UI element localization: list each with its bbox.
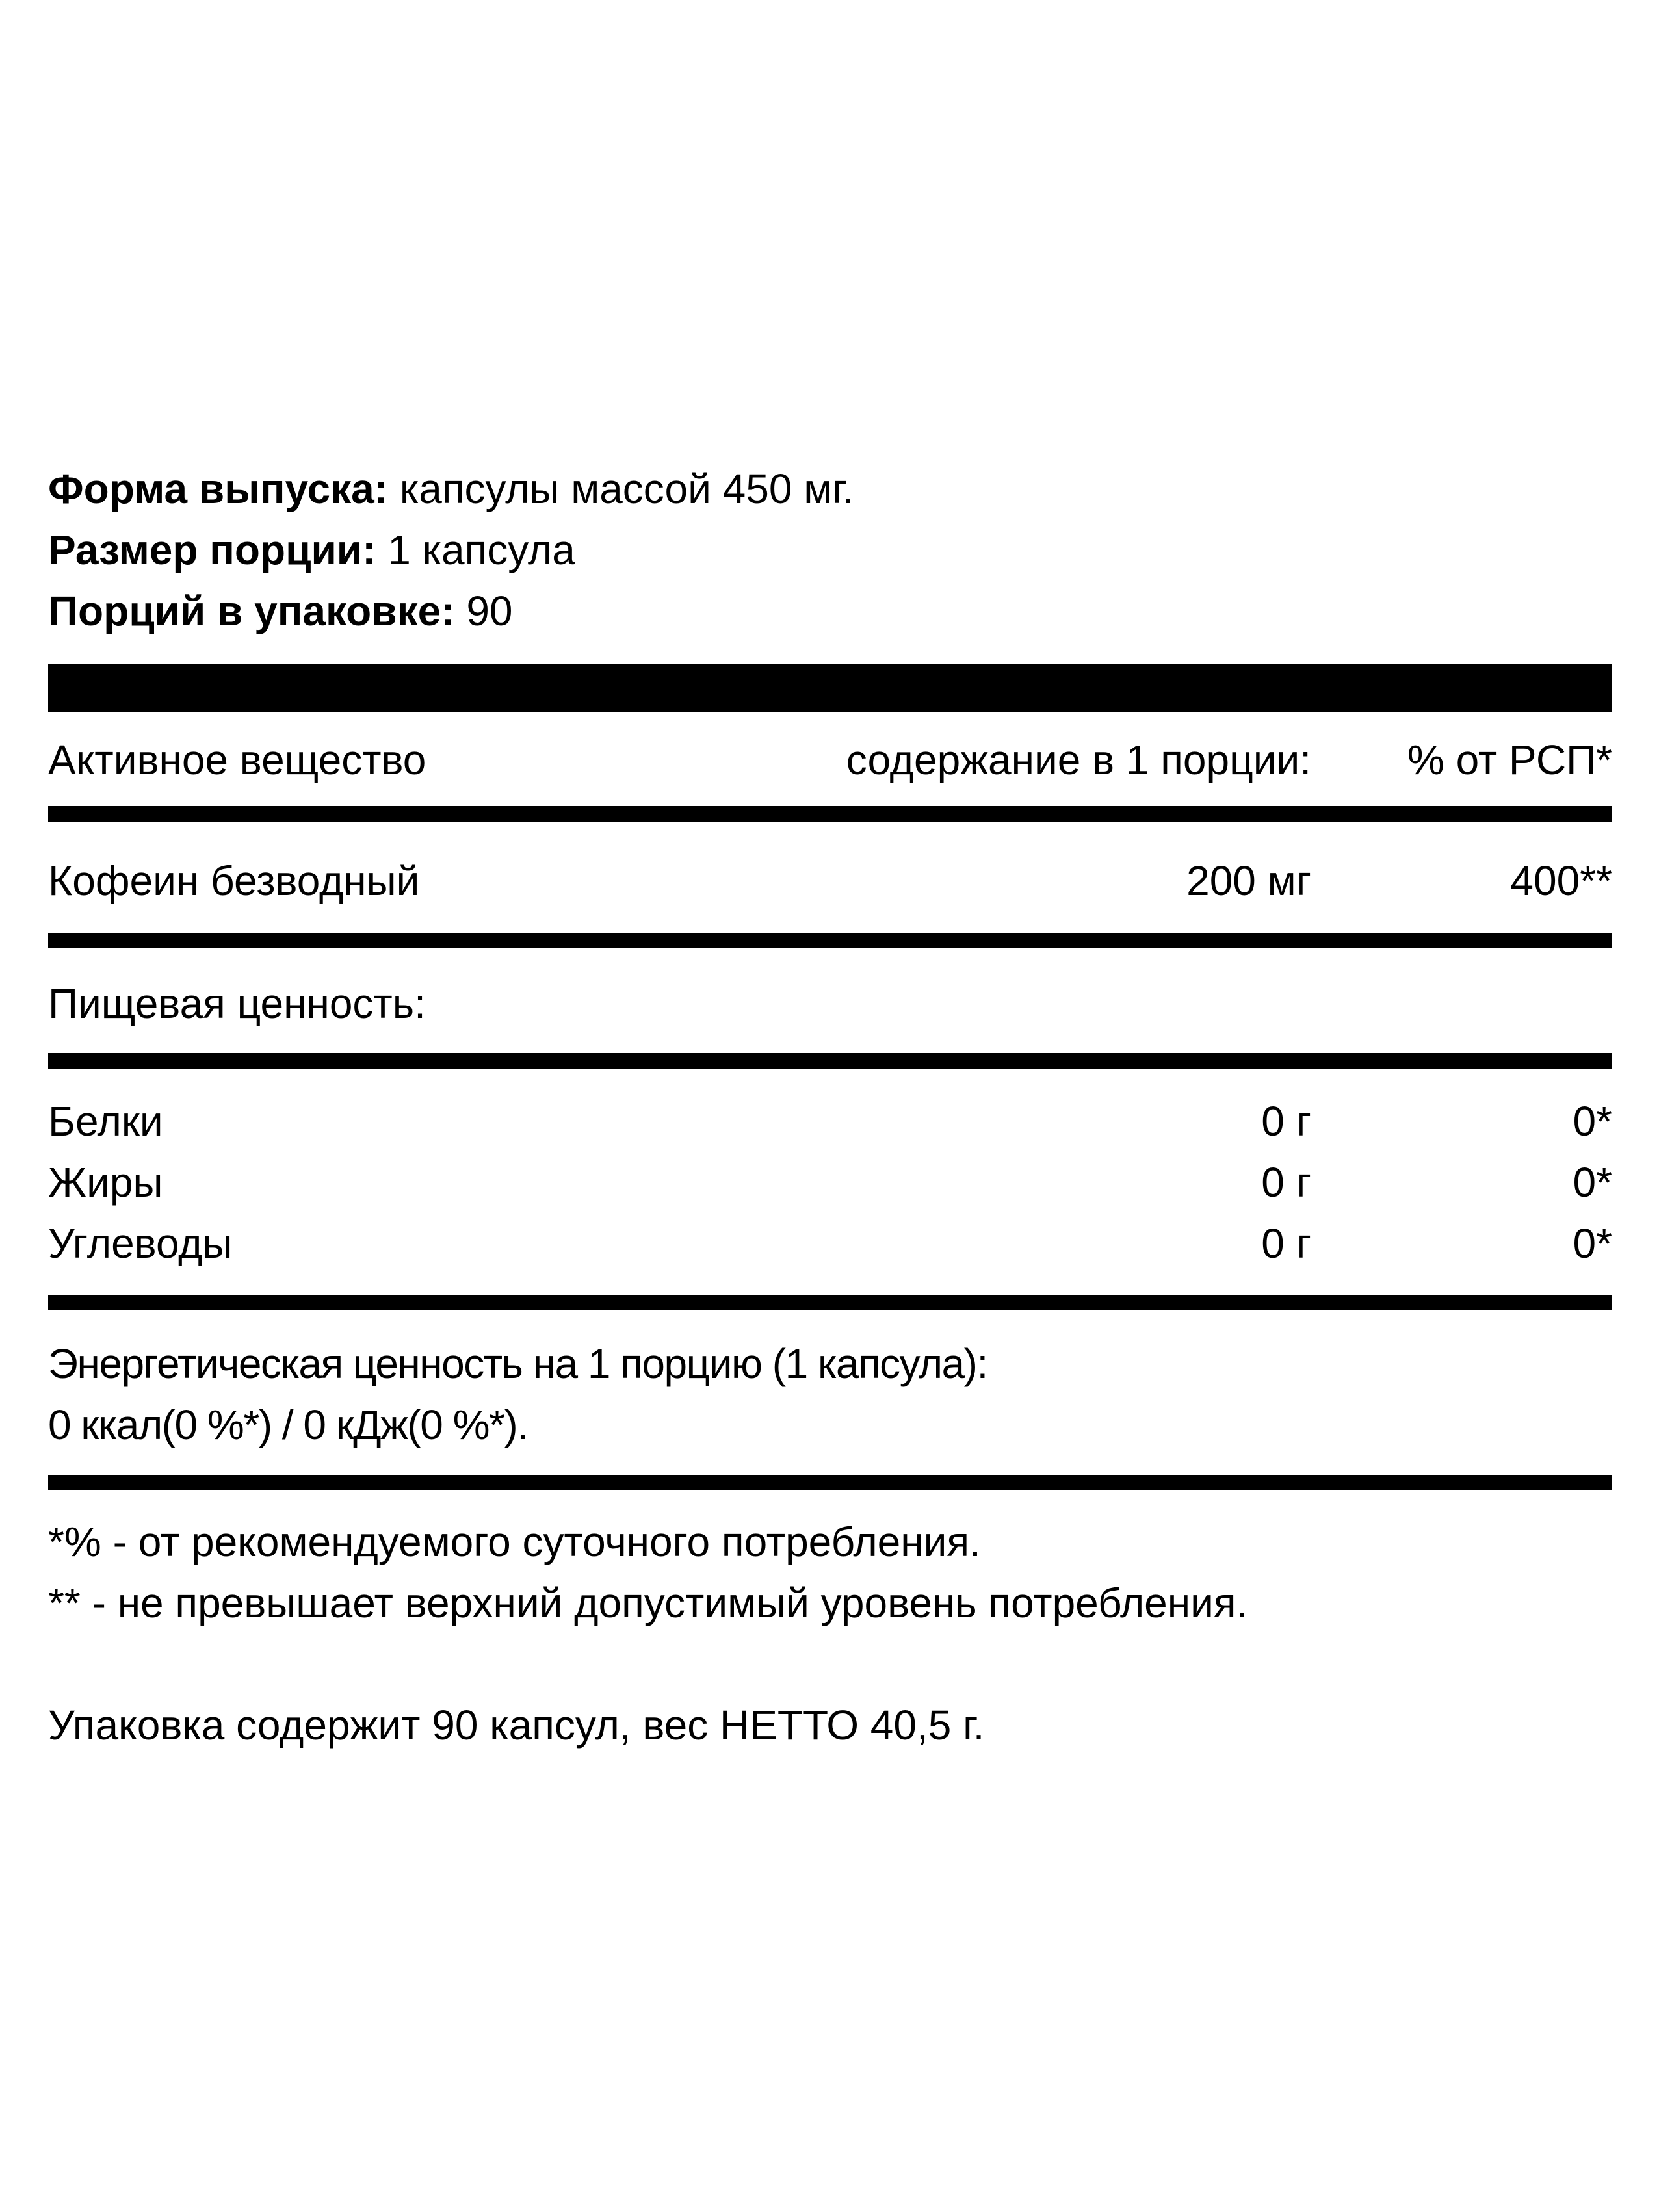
nutrition-row-amount: 0 г (1261, 1098, 1311, 1145)
form-label: Форма выпуска: (48, 465, 389, 512)
divider-4 (48, 1295, 1612, 1310)
form-value: капсулы массой 450 мг. (399, 465, 854, 512)
header-percent: % от РСП* (1407, 736, 1612, 783)
footnote-1: *% - от рекомендуемого суточного потребления. (48, 1518, 981, 1565)
nutrition-row-percent: 0* (1573, 1159, 1612, 1206)
header-bar (48, 664, 1612, 712)
serving-line (48, 529, 575, 571)
divider-3 (48, 1053, 1612, 1069)
servings-label: Порций в упаковке: (48, 588, 455, 634)
package-info: Упаковка содержит 90 капсул, вес НЕТТО 40,5 г. (48, 1702, 985, 1749)
nutrition-row-name: Углеводы (48, 1220, 233, 1267)
nutrition-row-percent: 0* (1573, 1098, 1612, 1145)
nutrition-row-percent: 0* (1573, 1220, 1612, 1267)
energy-line-2: 0 ккал(0 %*) / 0 кДж(0 %*). (48, 1401, 528, 1448)
serving-value: 1 капсула (387, 527, 575, 573)
header-substance: Активное вещество (48, 736, 426, 783)
form-line (48, 465, 854, 512)
energy-line-1: Энергетическая ценность на 1 порцию (1 капсула): (48, 1340, 987, 1387)
active-row-name: Кофеин безводный (48, 857, 420, 904)
active-row-amount: 200 мг (1186, 857, 1311, 904)
nutrition-row-name: Белки (48, 1098, 163, 1145)
active-row-percent: 400** (1510, 857, 1612, 904)
footnote-2: ** - не превышает верхний допустимый уровень потребления. (48, 1580, 1248, 1626)
divider-5 (48, 1475, 1612, 1490)
servings-line (48, 590, 513, 632)
servings-value: 90 (466, 588, 513, 634)
divider-1 (48, 806, 1612, 822)
nutrition-heading: Пищевая ценность: (48, 980, 426, 1027)
divider-2 (48, 933, 1612, 948)
serving-label: Размер порции: (48, 527, 376, 573)
nutrition-row-name: Жиры (48, 1159, 163, 1206)
nutrition-row-amount: 0 г (1261, 1159, 1311, 1206)
nutrition-row-amount: 0 г (1261, 1220, 1311, 1267)
header-content: содержание в 1 порции: (846, 736, 1311, 783)
